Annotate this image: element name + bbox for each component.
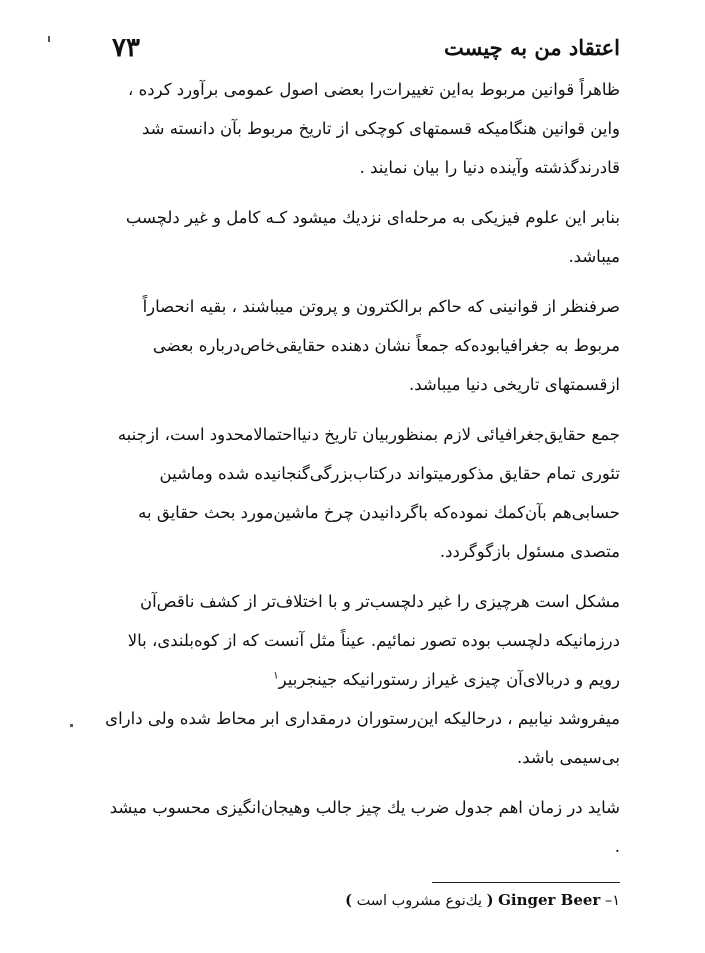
footnote-paren-close: ) (345, 892, 352, 909)
paragraph-text: مشکل است هرچیزی را غیر دلچسب‌تر و با اختلاف‌تر از کشف ناقص‌آن درزمانیکه دلچسب بوده تصور نمائیم. عیناً مثل آنست که از کوه‌بلندی، بالا رویم و دربالای‌آن چیزی غیراز رستورانیکه جینجربیر (127, 592, 620, 689)
paragraph: صرفنظر از قوانینی که حاکم برالکترون و پروتن میباشند ، بقیه انحصاراً مربوط به جغرافیابوده‌که جمعاً نشان دهنده حقایقی‌خاص‌درباره بعضی ازقسمتهای تاریخی دنیا میباشد. (142, 297, 620, 394)
scan-speck (70, 724, 73, 727)
footnote-paren-open: ( (486, 892, 494, 909)
footnote-gloss: یك‌نوع مشروب است (356, 893, 482, 909)
footnote-term: Ginger Beer (498, 891, 601, 909)
paragraph: ظاهراً قوانین مربوط به‌این تغییرات‌را بعضی اصول عمومی برآورد کرده ، واین قوانین هنگامیکه قسمتهای کوچکی از تاریخ مربوط بآن دانسته شد قادرندگذشته وآینده دنیا را بیان نمایند . (128, 80, 620, 177)
footnote (150, 889, 620, 912)
paragraph: جمع حقایق‌جغرافیائی لازم بمنظوربیان تاریخ دنیااحتمالامحدود است، ازجنبه تئوری تمام حقایق مذکورمیتواند درکتاب‌بزرگی‌گنجانیده شده وماشین حسابی‌هم بآن‌کمك نموده‌که باگردانیدن چرخ ماشین‌مورد بحث حقایق به متصدی مسئول بازگوگردد. (117, 425, 620, 561)
footnote-marker: ۱ (273, 670, 279, 682)
page-number: ۷۳ (112, 33, 140, 63)
body-text (104, 70, 620, 877)
footnote-number: ۱– (604, 893, 620, 909)
page-header (112, 30, 620, 66)
paragraph: بنابر این علوم فیزیکی به مرحله‌ای نزدیك میشود کـه کامل و غیر دلچسب میباشد. (125, 208, 620, 266)
scan-speck (48, 36, 50, 42)
paragraph: شاید در زمان اهم جدول ضرب یك چیز جالب وهیجان‌انگیزی محسوب میشد . (109, 798, 620, 856)
paragraph-continuation: میفروشد نیابیم ، درحالیکه این‌رستوران درمقداری ابر محاط شده ولی دارای بی‌سیمی باشد. (105, 709, 620, 767)
paragraph (104, 582, 620, 699)
running-title: اعتقاد من به چیست (443, 35, 620, 60)
footnote-rule (432, 882, 620, 883)
